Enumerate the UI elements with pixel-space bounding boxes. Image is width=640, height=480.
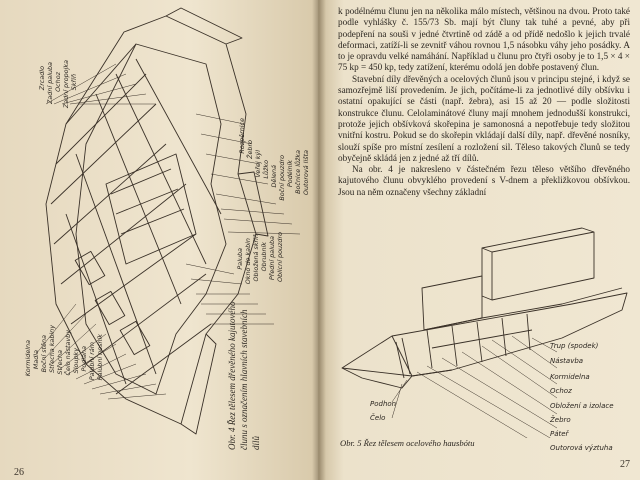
paragraph-1: k podélnému člunu jen na několika málo místech, většinou na dvou. Proto také podle vyhlášky č. 155/73 Sb. mají být čluny tak tuhé a pevné, aby při podepření na souši v jedné čtvrtině od zádě a od přídě nedošlo k jejich trvalé deformaci, zatíží-li se zevnitř váhou rovnou 1,5 násobku váhy jeho posádky. A to je opravdu velké namáhání. Například u člunu pro čtyři osoby je to 1,5 × 4 × 75 kp = 450 kp, tedy zatížení, kterému odolá jen dobře postavený člun. <box>338 6 630 73</box>
figure-4-caption: Obr. 4 Řez tělesem dřevěného kajutového člunu s označením hlavních stavebních dílů <box>227 301 261 450</box>
label-bocni-stena: Boční stěna <box>40 335 48 373</box>
label-oblicni-pouzdro: Oblicní pouzdro <box>276 232 284 282</box>
label-oblozena-skrin: Obložená skříň <box>252 234 260 282</box>
page-number-right: 27 <box>620 459 630 470</box>
label-bocnice-luzka: Bočnice lůžka <box>294 150 302 194</box>
figure-5-caption: Obr. 5 Řez tělesem ocelového hausbótu <box>340 438 475 448</box>
label-podlaha: Podlaha <box>80 346 88 372</box>
label-ochoz: Ochoz <box>54 72 62 92</box>
label-luzko: Lůžko <box>262 160 270 179</box>
label-podelnik: Podélník <box>286 160 294 188</box>
label-zrcadlo: Zrcadlo <box>38 66 46 91</box>
label-sloupky: Sloupky <box>72 348 80 374</box>
label-bocni-pouzdro: Boční pouzdro <box>278 155 286 201</box>
label-verej-kyl: Veřej kýl <box>254 150 262 178</box>
label-paluba: Paluba <box>236 248 244 270</box>
label-nastavba: Nástavba <box>550 357 584 365</box>
label-oblozeni-izolace: Obložení a izolace <box>550 402 614 410</box>
label-rozpernice: Rozpěrnice <box>238 118 246 154</box>
label-celo-nastavby: Čelo nástavby <box>64 330 72 376</box>
label-delena: Dělená <box>270 165 278 188</box>
label-celo: Čelo <box>370 414 386 422</box>
label-palubni-ram: Palubní rám <box>88 342 96 381</box>
label-zadni-propojka: Zadní propojka <box>62 60 70 109</box>
label-strecha: Střecha <box>56 350 64 375</box>
label-strecha-kabiny: Střecha kabiny <box>48 325 56 373</box>
label-predni-paluba: Přední paluba <box>268 236 276 281</box>
label-outorova-vyztuha: Outorová výztuha <box>550 444 613 452</box>
label-kormidelna-5: Kormidelna <box>550 373 590 381</box>
body-text <box>338 6 630 198</box>
paragraph-3: Na obr. 4 je nakresleno v částečném řezu těleso většího dřevěného kajutového člunu obvyklého provedení s V-dnem a překližkovou obšívkou. Jsou na něm označeny všechny základní <box>338 164 630 197</box>
label-zebro: Žebro <box>246 140 254 159</box>
label-ochoz-5: Ochoz <box>550 387 572 395</box>
label-trup: Trup (spodek) <box>550 342 599 350</box>
label-pater: Páteř <box>550 430 569 438</box>
label-zebro-5: Žebro <box>550 416 571 424</box>
paragraph-2: Stavební díly dřevěných a ocelových člunů jsou v principu stejné, i když se samozřejmě liší provedením. Je jich, počítáme-li za jednotlivé díly obšívku i ostatní opakující se části (např. žebra), asi 15 až 20 — podle složitosti konstrukce člunu. Celolaminátové čluny mají mnohem jednodušší konstrukci, protože jejich obšívková skořepina je samonosná a nepotřebuje tedy složitou vnitřní kostru. Pokud se do skořepin vkládají další díly, např. dřevěné nosníky, slouží spíše pro místní zesílení a rozložení sil. Těleso takových člunů se tedy obyčejně skládá jen z jedné až tří dílů. <box>338 73 630 163</box>
book-gutter <box>312 0 326 480</box>
right-page <box>318 0 640 480</box>
label-skrin: Skříň <box>70 74 78 91</box>
label-madla: Madla <box>32 350 40 370</box>
label-zadni-paluba: Zadní paluba <box>46 62 54 104</box>
label-okno-do-kabin: Okno do kabin <box>244 238 252 285</box>
label-kormidelna: Kormidelna <box>24 340 32 377</box>
label-podhon: Podhon <box>370 400 397 408</box>
page-number-left: 26 <box>14 467 24 478</box>
label-obrubnik: Obrubník <box>260 242 268 272</box>
label-palubni-nosnik: Palubní nosník <box>96 334 104 381</box>
label-outorova-lista: Outorová lišta <box>302 150 310 196</box>
left-page <box>0 0 318 480</box>
